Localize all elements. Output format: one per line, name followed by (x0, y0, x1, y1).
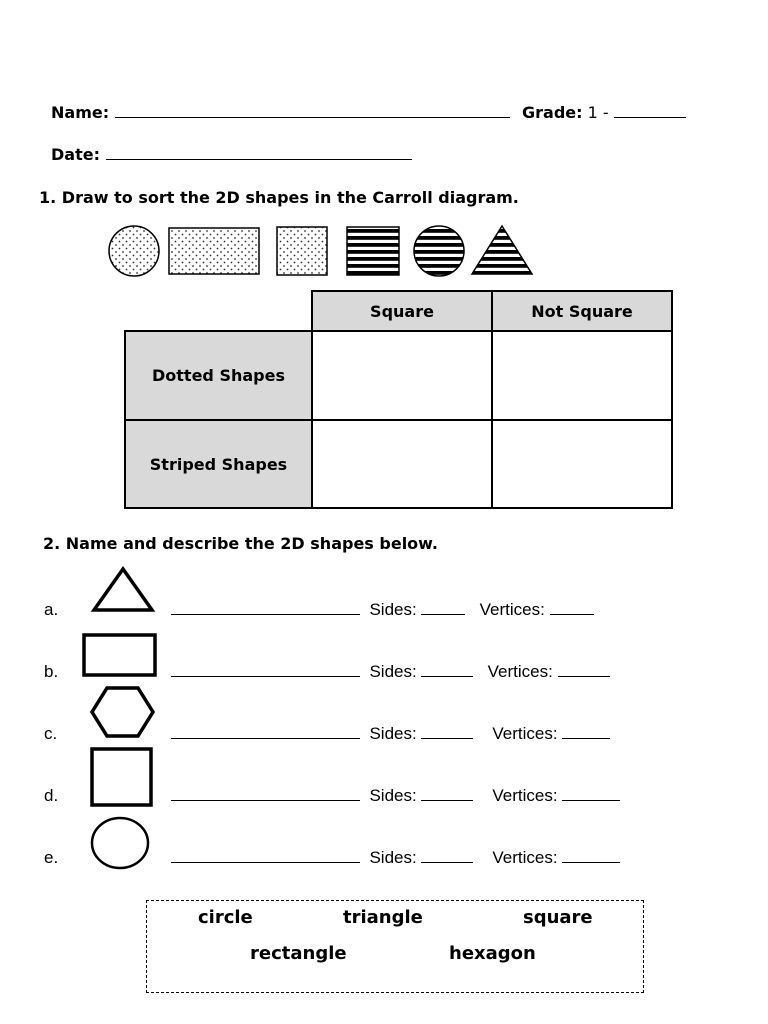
name-row (51, 103, 510, 122)
item-c-sides-label: Sides: (369, 724, 417, 743)
item-d-sides-label: Sides: (369, 786, 417, 805)
cell-dotted-square[interactable] (312, 331, 492, 420)
item-a-vertices-label: Vertices: (479, 600, 545, 619)
item-a-vertices-field[interactable] (550, 600, 594, 615)
question-2-title: 2. Name and describe the 2D shapes below. (43, 534, 439, 553)
item-a-letter: a. (44, 600, 59, 619)
triangle-icon (90, 563, 158, 613)
item-b-name-field[interactable] (171, 662, 360, 677)
word-rectangle: rectangle (250, 943, 347, 964)
item-b-sides-label: Sides: (369, 662, 417, 681)
word-triangle: triangle (343, 907, 423, 928)
row-dotted-shapes: Dotted Shapes (125, 331, 312, 420)
cell-striped-not-square[interactable] (492, 420, 672, 508)
item-e-sides-field[interactable] (421, 848, 473, 863)
striped-circle-icon (414, 226, 464, 276)
grade-label: Grade: (522, 103, 583, 122)
square-icon (88, 745, 156, 809)
item-e-name-field[interactable] (171, 848, 360, 863)
column-square: Square (312, 291, 492, 331)
dotted-square-icon (277, 227, 327, 275)
carroll-diagram (124, 330, 673, 509)
item-c-answer-row (171, 724, 610, 744)
item-d-answer-row (171, 786, 620, 806)
item-c-name-field[interactable] (171, 724, 360, 739)
word-hexagon: hexagon (449, 943, 536, 964)
item-e-letter: e. (44, 848, 59, 867)
item-d-vertices-label: Vertices: (492, 786, 558, 805)
item-d-sides-field[interactable] (421, 786, 473, 801)
dotted-rectangle-icon (169, 228, 259, 274)
date-field[interactable] (106, 159, 412, 160)
grade-prefix: 1 - (582, 103, 614, 122)
item-b-sides-field[interactable] (421, 662, 473, 677)
grade-row (522, 103, 686, 122)
item-b-letter: b. (44, 662, 59, 681)
item-e-vertices-label: Vertices: (492, 848, 558, 867)
item-c-letter: c. (44, 724, 58, 743)
item-a-answer-row (171, 600, 594, 620)
row-striped-shapes: Striped Shapes (125, 420, 312, 508)
dotted-circle-icon (109, 226, 159, 276)
item-d-name-field[interactable] (171, 786, 360, 801)
hexagon-icon (88, 683, 158, 741)
item-d-vertices-field[interactable] (562, 786, 620, 801)
circle-icon (88, 814, 154, 872)
item-e-vertices-field[interactable] (562, 848, 620, 863)
item-e-answer-row (171, 848, 620, 868)
item-c-vertices-label: Vertices: (492, 724, 558, 743)
question-1-title: 1. Draw to sort the 2D shapes in the Carroll diagram. (39, 188, 519, 207)
carroll-column-headers (311, 290, 673, 332)
cell-dotted-not-square[interactable] (492, 331, 672, 420)
rectangle-icon (80, 631, 160, 679)
item-b-vertices-field[interactable] (558, 662, 610, 677)
word-square: square (523, 907, 593, 928)
column-not-square: Not Square (492, 291, 672, 331)
item-c-vertices-field[interactable] (562, 724, 610, 739)
item-e-sides-label: Sides: (369, 848, 417, 867)
striped-square-icon (347, 227, 399, 275)
word-circle: circle (198, 907, 253, 928)
item-a-sides-label: Sides: (369, 600, 417, 619)
item-b-answer-row (171, 662, 610, 682)
item-b-vertices-label: Vertices: (487, 662, 553, 681)
name-label: Name: (51, 103, 110, 122)
date-row (51, 145, 412, 164)
cell-striped-square[interactable] (312, 420, 492, 508)
date-label: Date: (51, 145, 100, 164)
striped-triangle-icon (472, 226, 532, 274)
sample-shapes (100, 222, 540, 282)
item-c-sides-field[interactable] (421, 724, 473, 739)
word-bank (146, 900, 644, 993)
name-field[interactable] (115, 117, 510, 118)
grade-field[interactable] (614, 117, 686, 118)
item-a-name-field[interactable] (171, 600, 360, 615)
item-a-sides-field[interactable] (421, 600, 465, 615)
item-d-letter: d. (44, 786, 59, 805)
